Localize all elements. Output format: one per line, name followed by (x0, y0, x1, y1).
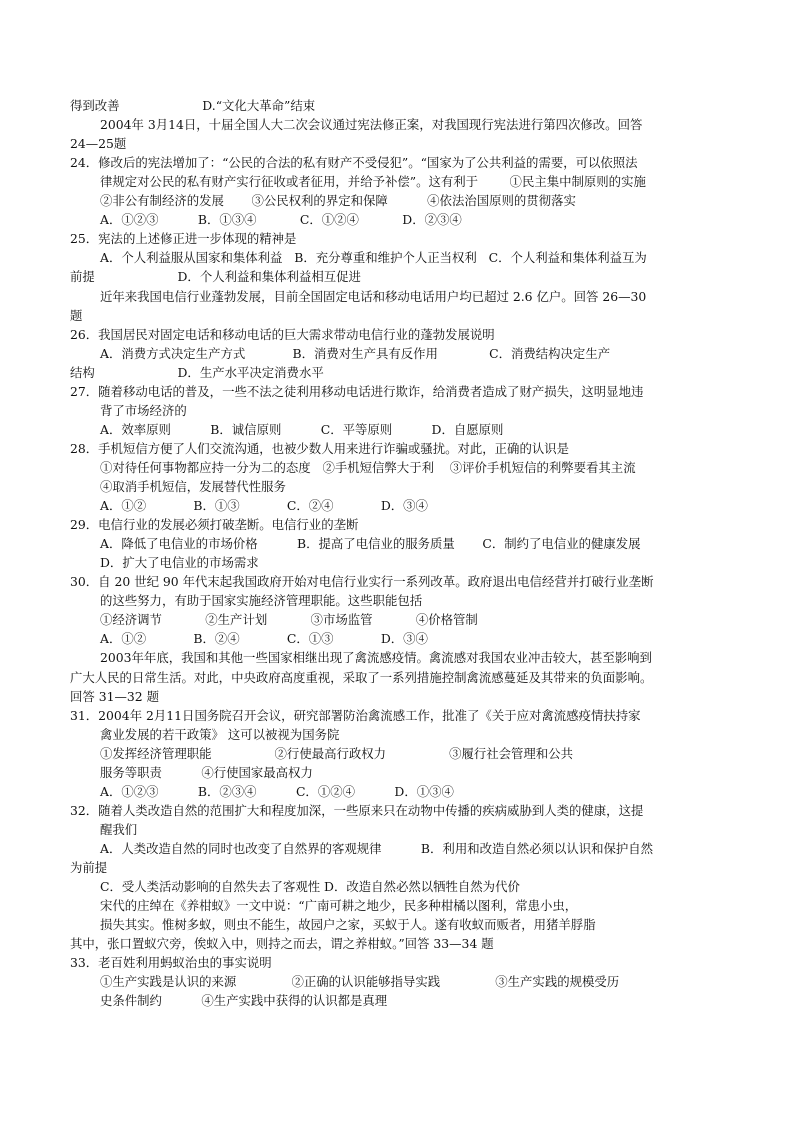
text-line: ②非公有制经济的发展 ③公民权利的界定和保障 ④依法治国原则的贯彻落实 (100, 193, 576, 209)
text-line: 32．随着人类改造自然的范围扩大和程度加深，一些原来只在动物中传播的疾病威胁到人类的健康，这提 (70, 802, 644, 818)
text-line: 醒我们 (100, 821, 138, 837)
text-line: ①对待任何事物都应持一分为二的态度 ②手机短信弊大于利 ③评价手机短信的利弊要看其主流 (100, 459, 636, 475)
text-line: 25．宪法的上述修正进一步体现的精神是 (70, 231, 297, 247)
text-line: 回答 31—32 题 (70, 688, 159, 704)
text-line: A．效率原则 B．诚信原则 C．平等原则 D．自愿原则 (100, 421, 504, 437)
text-line: 近年来我国电信行业蓬勃发展，目前全国固定电话和移动电话用户均已超过 2.6 亿户。回答 26—30 (100, 288, 647, 304)
text-line: A．个人利益服从国家和集体利益 B．充分尊重和维护个人正当权利 C．个人利益和集体利益互为 (100, 250, 647, 266)
text-line: A．①② B．①③ C．②④ D．③④ (100, 498, 428, 514)
text-line: 30．自 20 世纪 90 年代末起我国政府开始对电信行业实行一系列改革。政府退出电信经营并打破行业垄断 (70, 574, 654, 590)
text-line: 结构 D．生产水平决定消费水平 (70, 364, 324, 380)
text-line: 24．修改后的宪法增加了：“公民的合法的私有财产不受侵犯”。“国家为了公共利益的需要，可以依照法 (70, 155, 638, 171)
text-line: 33．老百姓利用蚂蚁治虫的事实说明 (70, 955, 272, 971)
text-line: A．①②③ B．②③④ C．①②④ D．①③④ (100, 783, 454, 799)
text-line: 29．电信行业的发展必须打破垄断。电信行业的垄断 (70, 517, 359, 533)
text-line: 27．随着移动电话的普及，一些不法之徒利用移动电话进行欺诈，给消费者造成了财产损失，这明显地违 (70, 383, 644, 399)
text-line: 广大人民的日常生活。对此，中央政府高度重视，采取了一系列措施控制禽流感蔓延及其带来的负面影响。 (70, 669, 653, 685)
text-line: 得到改善 D.“文化大革命”结束 (70, 98, 316, 113)
text-line: ①经济调节 ②生产计划 ③市场监管 ④价格管制 (100, 612, 478, 628)
text-line: 损失其实。惟树多蚁，则虫不能生，故园户之家，买蚁于人。遂有收蚁而贩者，用猪羊脬脂 (100, 917, 596, 933)
text-line: 律规定对公民的私有财产实行征收或者征用，并给予补偿”。这有利于 ①民主集中制原则的实施 (100, 174, 646, 190)
text-line: 2003年年底，我国和其他一些国家相继出现了禽流感疫情。禽流感对我国农业冲击较大，甚至影响到 (100, 650, 652, 666)
text-line: A．①②③ B．①③④ C．①②④ D．②③④ (100, 212, 462, 228)
text-line: 24—25题 (70, 136, 127, 152)
text-line: 禽业发展的若干政策》 这可以被视为国务院 (100, 726, 340, 742)
text-line: A．人类改造自然的同时也改变了自然界的客观规律 B．利用和改造自然必须以认识和保护自然 (100, 840, 654, 856)
text-line: 31．2004年 2月11日国务院召开会议，研究部署防治禽流感工作，批准了《关于应对禽流感疫情扶持家 (70, 707, 641, 723)
text-line: ①发挥经济管理职能 ②行使最高行政权力 ③履行社会管理和公共 (100, 745, 573, 761)
text-line: ①生产实践是认识的来源 ②正确的认识能够指导实践 ③生产实践的规模受历 (100, 974, 620, 990)
text-line: A．①② B．②④ C．①③ D．③④ (100, 631, 428, 647)
text-line: 服务等职责 ④行使国家最高权力 (100, 764, 313, 780)
text-line: 其中，张口置蚁穴旁，俟蚁入中，则持之而去，谓之养柑蚁。”回答 33—34 题 (70, 936, 494, 952)
text-line: 宋代的庄绰在《养柑蚁》一文中说：“广南可耕之地少，民多种柑橘以图利，常患小虫， (100, 898, 578, 914)
text-line: D．扩大了电信业的市场需求 (100, 555, 259, 571)
text-line: A．降低了电信业的市场价格 B．提高了电信业的服务质量 C．制约了电信业的健康发展 (100, 536, 641, 552)
text-line: 史条件制约 ④生产实践中获得的认识都是真理 (100, 993, 388, 1009)
text-line: C．受人类活动影响的自然失去了客观性 D．改造自然必然以牺牲自然为代价 (100, 879, 520, 895)
text-line: A．消费方式决定生产方式 B．消费对生产具有反作用 C．消费结构决定生产 (100, 345, 611, 361)
text-line: 前提 D．个人利益和集体利益相互促进 (70, 269, 361, 285)
text-line: 背了市场经济的 (100, 402, 187, 418)
text-line: 2004年 3月14日，十届全国人大二次会议通过宪法修正案，对我国现行宪法进行第四次修改。回答 (100, 117, 643, 133)
text-line: 28．手机短信方便了人们交流沟通，也被少数人用来进行诈骗或骚扰。对此，正确的认识是 (70, 440, 570, 456)
text-line: 26．我国居民对固定电话和移动电话的巨大需求带动电信行业的蓬勃发展说明 (70, 326, 495, 342)
text-line: 为前提 (70, 860, 108, 875)
text-line: ④取消手机短信，发展替代性服务 (100, 479, 286, 494)
text-line: 题 (70, 307, 83, 323)
text-line: 的这些努力，有助于国家实施经济管理职能。这些职能包括 (100, 593, 423, 609)
